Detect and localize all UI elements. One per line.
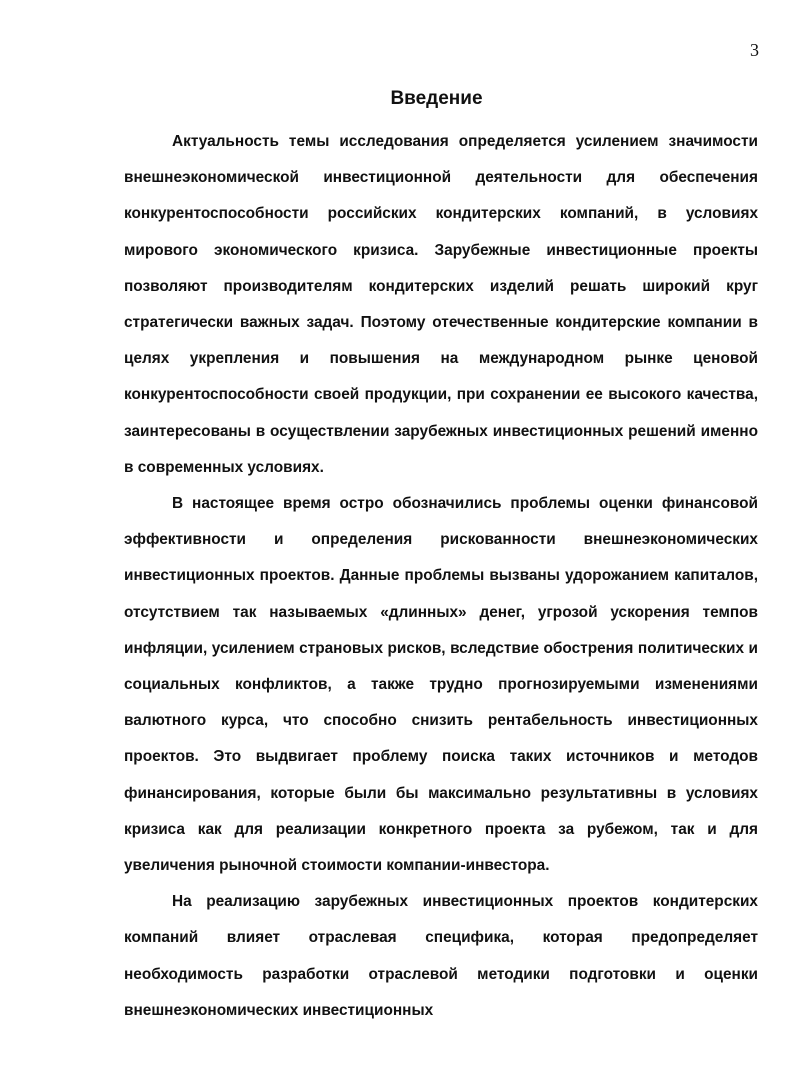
paragraph-problems: В настоящее время остро обозначились проблемы оценки финансовой эффективности и определения рискованности внешнеэкономических инвестиционных проектов. Данные проблемы вызваны удорожанием капиталов, отсутствием так называемых «длинных» денег, угрозой ускорения темпов инфляции, усилением страновых рисков, вследствие обострения политических и социальных конфликтов, а также трудно прогнозируемыми изменениями валютного курса, что способно снизить рентабельность инвестиционных проектов. Это выдвигает проблему поиска таких источников и методов финансирования, которые были бы максимально результативны в условиях кризиса как для реализации конкретного проекта за рубежом, так и для увеличения рыночной стоимости компании-инвестора. [124,495,758,875]
paragraph-relevance [124,124,758,486]
paragraph-industry: На реализацию зарубежных инвестиционных проектов кондитерских компаний влияет отраслевая специфика, которая предопределяет необходимость разработки отраслевой методики подготовки и оценки внешнеэкономических инвестиционных [124,893,758,1019]
paragraph-lead: Актуальность темы исследования [172,133,449,150]
document-body [124,124,758,1029]
page-number: 3 [750,40,759,60]
paragraph-text: определяется усилением значимости внешнеэкономической инвестиционной деятельности для обеспечения конкурентоспособности российских кондитерских компаний, в условиях мирового экономического кризиса. Зарубежные инвестиционные проекты позволяют производителям кондитерских изделий решать широкий круг стратегически важных задач. Поэтому отечественные кондитерские компании в целях укрепления и повышения на международном рынке ценовой конкурентоспособности своей продукции, при сохранении ее высокого качества, заинтересованы в осуществлении зарубежных инвестиционных решений именно в современных условиях. [124,133,758,476]
page-title: Введение [390,88,483,109]
